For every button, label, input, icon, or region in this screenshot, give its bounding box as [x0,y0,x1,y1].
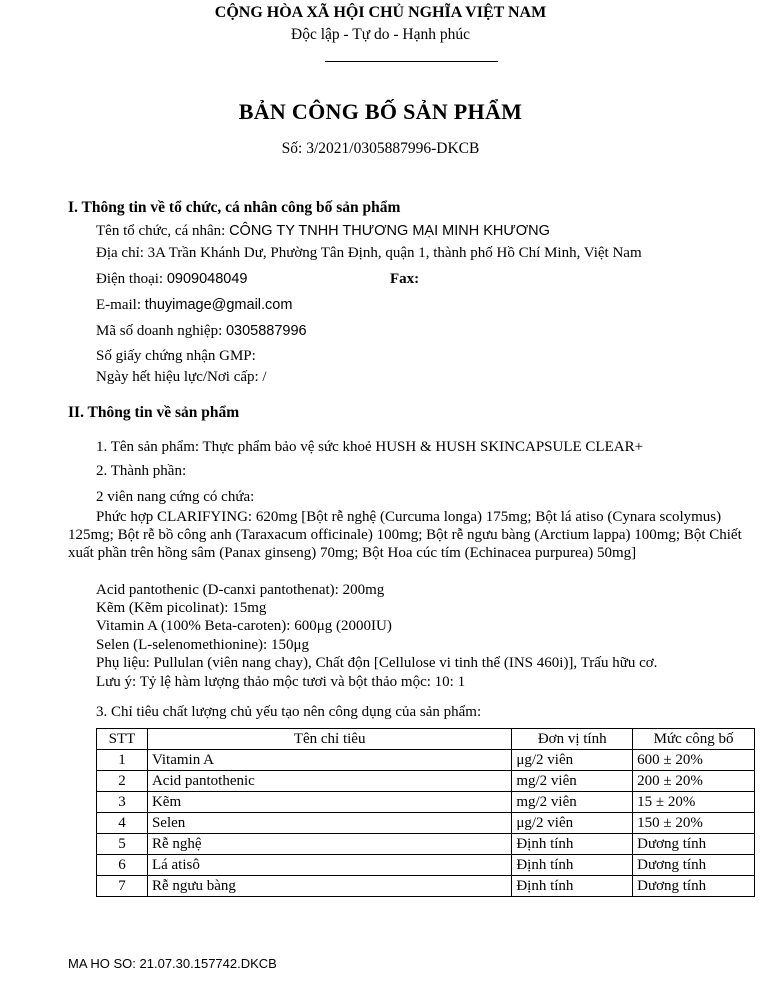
header-rule [325,47,498,62]
cell-name: Lá atisô [147,855,511,876]
table-row [97,834,755,855]
doc-title: BẢN CÔNG BỐ SẢN PHẨM [238,99,523,124]
fax-label: Fax: [390,271,420,287]
table-header-row [97,729,755,750]
capsule-intro: 2 viên nang cứng có chứa: [96,489,255,505]
col-header-stt: STT [97,729,148,750]
cell-name: Vitamin A [147,750,511,771]
table-row [97,876,755,897]
address-line: Địa chỉ: 3A Trần Khánh Dư, Phường Tân Định, quận 1, thành phố Hồ Chí Minh, Việt Nam [96,245,642,261]
phone-value: 0909048049 [166,271,248,287]
table-row [97,792,755,813]
cell-unit: Định tính [512,834,633,855]
cell-name: Kẽm [147,792,511,813]
phone-line [96,271,247,288]
tax-line [96,323,307,340]
email-line [96,297,292,314]
org-label: Tên tổ chức, cá nhân: [96,223,226,239]
cell-stt: 2 [97,771,148,792]
cell-value: Dương tính [633,855,755,876]
ingredients-heading: 2. Thành phần: [96,463,187,479]
quality-table [96,728,755,897]
cell-value: 600 ± 20% [633,750,755,771]
section2-heading: II. Thông tin về sản phẩm [68,404,240,421]
note-line: Lưu ý: Tỷ lệ hàm lượng thảo mộc tươi và bột thảo mộc: 10: 1 [96,674,466,690]
cell-value: 200 ± 20% [633,771,755,792]
cell-unit: mg/2 viên [512,771,633,792]
zinc-line: Kẽm (Kẽm picolinat): 15mg [96,600,267,616]
excipient-line: Phụ liệu: Pullulan (viên nang chay), Chất độn [Cellulose vi tinh thể (INS 460i)], Trấu hữu cơ. [96,655,658,671]
phone-label: Điện thoại: [96,271,164,287]
product-name-line: 1. Tên sản phẩm: Thực phẩm bảo vệ sức khoẻ HUSH & HUSH SKINCAPSULE CLEAR+ [96,439,644,455]
tax-label: Mã số doanh nghiệp: [96,323,223,339]
gmp-line: Số giấy chứng nhận GMP: [96,348,256,364]
cell-value: 150 ± 20% [633,813,755,834]
table-row [97,855,755,876]
org-value: CÔNG TY TNHH THƯƠNG MẠI MINH KHƯƠNG [229,223,550,239]
selen-line: Selen (L-selenomethionine): 150μg [96,637,309,653]
table-row [97,750,755,771]
cell-stt: 6 [97,855,148,876]
cell-value: 15 ± 20% [633,792,755,813]
email-label: E-mail: [96,297,141,313]
cell-unit: Định tính [512,855,633,876]
expiry-line: Ngày hết hiệu lực/Nơi cấp: / [96,369,267,385]
email-value: thuyimage@gmail.com [144,297,293,313]
table-row [97,771,755,792]
dossier-code: MA HO SO: 21.07.30.157742.DKCB [68,956,277,971]
tax-value: 0305887996 [225,323,307,339]
section1-heading: I. Thông tin về tổ chức, cá nhân công bố sản phẩm [68,199,401,216]
complex-paragraph: Phức hợp CLARIFYING: 620mg [Bột rễ nghệ (Curcuma longa) 175mg; Bột lá atiso (Cynara scolymus) 125mg; Bột rễ bồ công anh (Taraxacum officinale) 100mg; Bột rễ ngưu bàng (Arctium lappa) 100mg; Bột Chiết xuất phần trên hồng sâm (Panax ginseng) 70mg; Bột Hoa cúc tím (Echinacea purpurea) 50mg] [68,509,742,561]
cell-unit: Định tính [512,876,633,897]
cell-unit: mg/2 viên [512,792,633,813]
org-line [96,223,550,240]
vitamin-a-line: Vitamin A (100% Beta-caroten): 600μg (2000IU) [96,618,392,634]
nation-header: CỘNG HÒA XÃ HỘI CHỦ NGHĨA VIỆT NAM [214,4,547,21]
cell-name: Rễ ngưu bàng [147,876,511,897]
cell-unit: μg/2 viên [512,750,633,771]
cell-name: Rễ nghệ [147,834,511,855]
cell-name: Selen [147,813,511,834]
cell-stt: 1 [97,750,148,771]
cell-stt: 5 [97,834,148,855]
pantothenic-line: Acid pantothenic (D-canxi pantothenat): 200mg [96,582,385,598]
cell-value: Dương tính [633,834,755,855]
col-header-name: Tên chỉ tiêu [147,729,511,750]
quality-heading: 3. Chỉ tiêu chất lượng chủ yếu tạo nên công dụng của sản phẩm: [96,704,482,720]
cell-stt: 7 [97,876,148,897]
table-row [97,813,755,834]
cell-unit: μg/2 viên [512,813,633,834]
col-header-value: Mức công bố [633,729,755,750]
cell-value: Dương tính [633,876,755,897]
cell-stt: 3 [97,792,148,813]
cell-name: Acid pantothenic [147,771,511,792]
col-header-unit: Đơn vị tính [512,729,633,750]
cell-stt: 4 [97,813,148,834]
doc-number: Số: 3/2021/0305887996-DKCB [281,140,480,157]
motto: Độc lập - Tự do - Hạnh phúc [291,26,470,43]
